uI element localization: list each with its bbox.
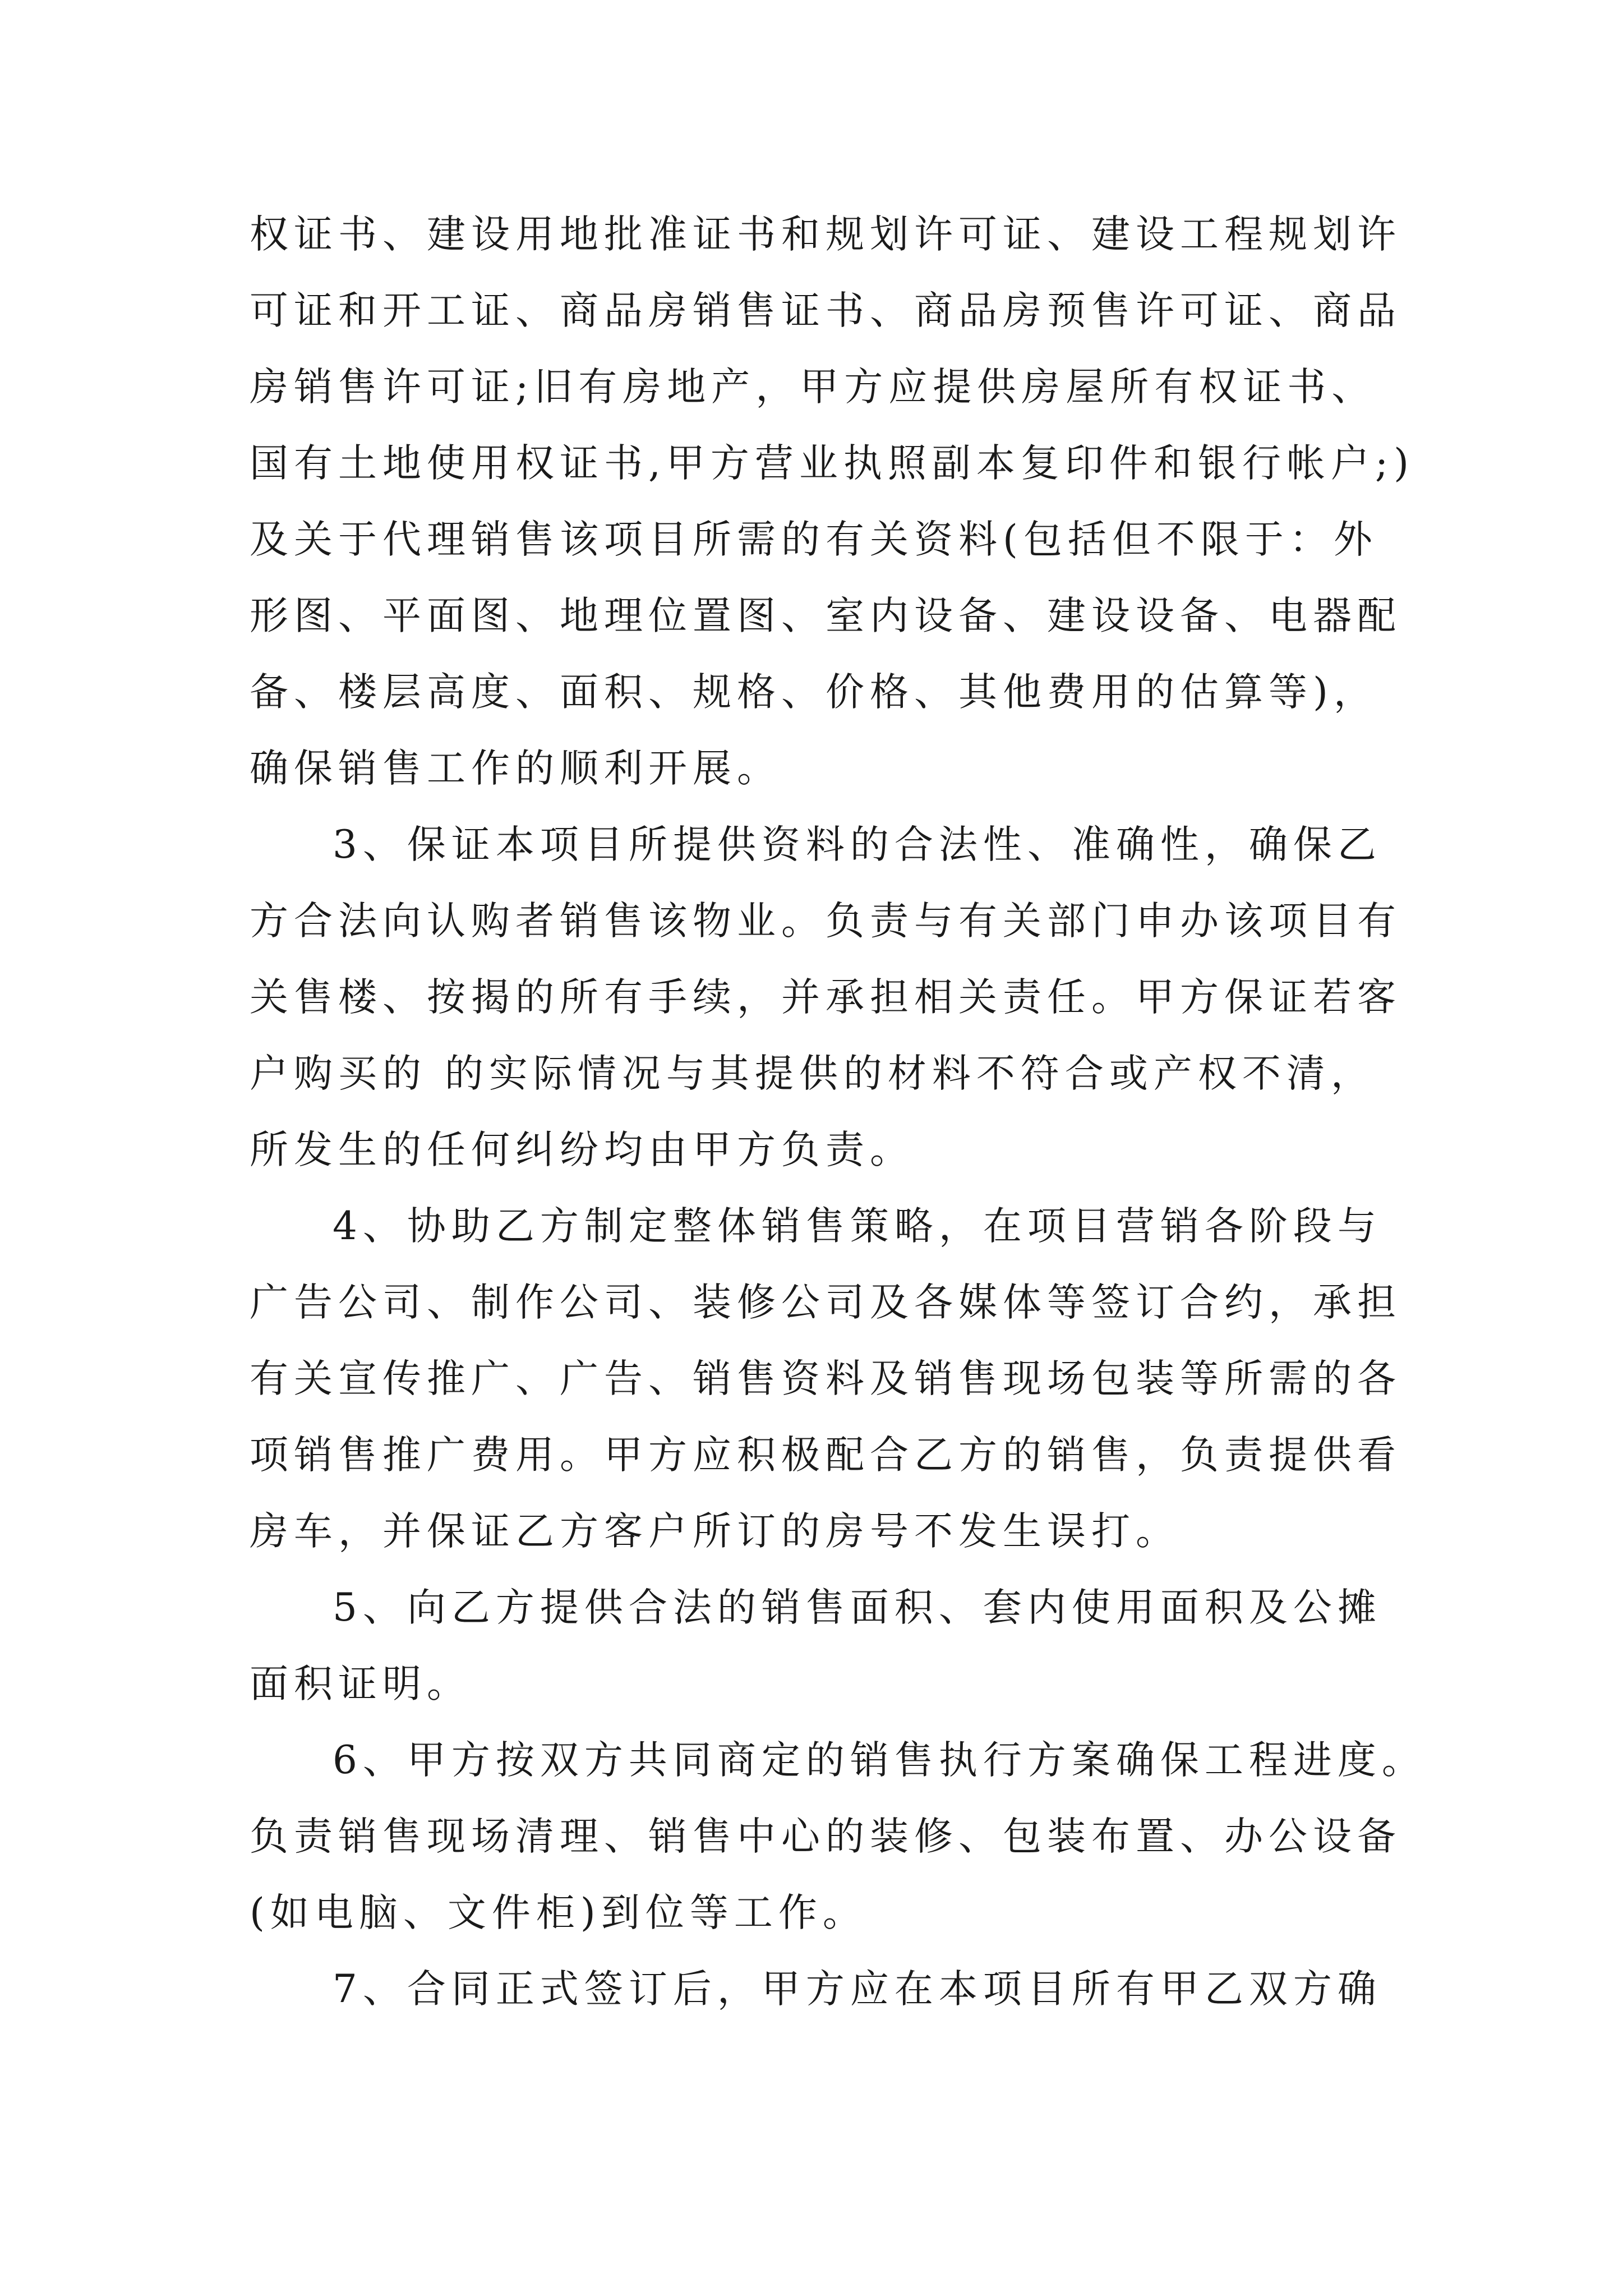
text-line: 权证书、建设用地批准证书和规划许可证、建设工程规划许 xyxy=(250,212,1401,257)
text-line: 房车，并保证乙方客户所订的房号不发生误打。 xyxy=(250,1509,1180,1554)
paragraph-first-line: 5、向乙方提供合法的销售面积、套内使用面积及公摊 xyxy=(333,1585,1382,1630)
text-line: 户购买的 的实际情况与其提供的材料不符合或产权不清， xyxy=(250,1051,1375,1096)
text-line: 形图、平面图、地理位置图、室内设备、建设设备、电器配 xyxy=(250,593,1401,638)
text-line: 可证和开工证、商品房销售证书、商品房预售许可证、商品 xyxy=(250,288,1401,333)
paragraph-first-line: 4、协助乙方制定整体销售策略，在项目营销各阶段与 xyxy=(333,1204,1382,1249)
text-line: 国有土地使用权证书,甲方营业执照副本复印件和银行帐户;) xyxy=(250,441,1415,486)
text-line: 面积证明。 xyxy=(250,1662,471,1706)
text-line: 广告公司、制作公司、装修公司及各媒体等签订合约，承担 xyxy=(250,1280,1401,1325)
text-line: 备、楼层高度、面积、规格、价格、其他费用的估算等)， xyxy=(250,670,1378,715)
text-line: 确保销售工作的顺利开展。 xyxy=(250,746,781,791)
text-line: 项销售推广费用。甲方应积极配合乙方的销售，负责提供看 xyxy=(250,1433,1401,1478)
text-line: 及关于代理销售该项目所需的有关资料(包括但不限于：外 xyxy=(250,517,1378,562)
paragraph-first-line: 6、甲方按双方共同商定的销售执行方案确保工程进度。 xyxy=(333,1738,1426,1783)
text-line: 关售楼、按揭的所有手续，并承担相关责任。甲方保证若客 xyxy=(250,975,1401,1020)
text-line: 方合法向认购者销售该物业。负责与有关部门申办该项目有 xyxy=(250,899,1401,944)
paragraph-first-line: 7、合同正式签订后，甲方应在本项目所有甲乙双方确 xyxy=(333,1967,1382,2012)
text-line: 房销售许可证;旧有房地产，甲方应提供房屋所有权证书、 xyxy=(250,365,1376,409)
text-line: 负责销售现场清理、销售中心的装修、包装布置、办公设备 xyxy=(250,1814,1401,1859)
paragraph-first-line: 3、保证本项目所提供资料的合法性、准确性，确保乙 xyxy=(333,822,1382,867)
contract-body-text xyxy=(250,196,1426,2027)
text-line: 有关宣传推广、广告、销售资料及销售现场包装等所需的各 xyxy=(250,1356,1401,1401)
text-line: 所发生的任何纠纷均由甲方负责。 xyxy=(250,1128,914,1172)
text-line: (如电脑、文件柜)到位等工作。 xyxy=(250,1890,867,1935)
